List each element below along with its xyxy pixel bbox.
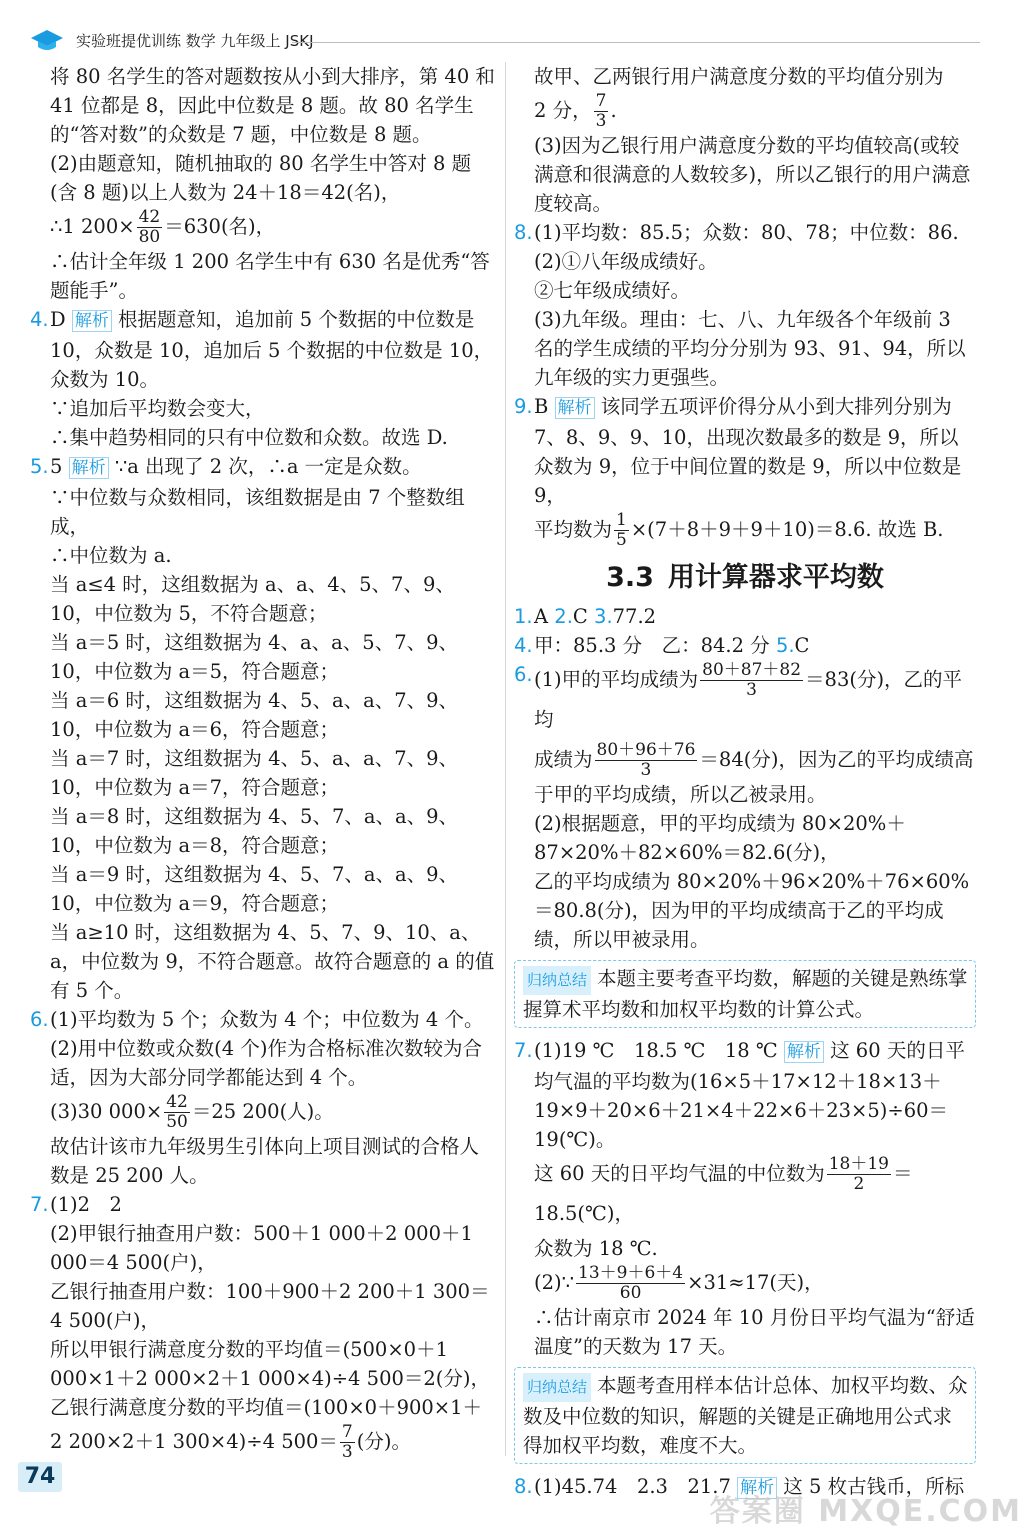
question-4 xyxy=(30,305,498,452)
left-column xyxy=(30,62,498,1466)
case-line: 当 a≤4 时，这组数据为 a、a、4、5、7、9、10，中位数为 5，不符合题意； xyxy=(50,573,455,625)
text: 乙银行满意度分数的平均值＝(100×0＋900×1＋ xyxy=(50,1396,483,1419)
case-line: 当 a≥10 时，这组数据为 4、5、7、9、10、a、a，中位数为 9，不符合题意。故符合题意的 a 的值有 5 个。 xyxy=(50,921,495,1002)
numerator: 7 xyxy=(341,1422,353,1442)
text: (2)根据题意，甲的平均成绩为 80×20%＋87×20%＋82×60%＝82.6(分)， xyxy=(534,812,906,864)
question-number: 2. xyxy=(554,605,573,628)
summary-text: 本题主要考查平均数，解题的关键是熟练掌握算术平均数和加权平均数的计算公式。 xyxy=(523,967,968,1021)
answer: B xyxy=(534,395,549,418)
question-number: 8. xyxy=(514,1475,533,1498)
text: 2 200×2＋1 300×4)÷4 500＝ xyxy=(50,1430,338,1453)
question-number: 6. xyxy=(514,663,533,686)
text: 平均数为 xyxy=(534,518,613,541)
text: 乙银行抽查用户数：100＋900＋2 200＋1 300＝4 500(户)， xyxy=(50,1280,490,1332)
formula-line xyxy=(30,207,498,247)
text: ＝84(分)，因为乙的平均成绩高 xyxy=(699,748,974,771)
text: ∵追加后平均数会变大， xyxy=(50,397,265,420)
paragraph: (2)由题意知，随机抽取的 80 名学生中答对 8 题(含 8 题)以上人数为 24＋18＝42(名)， xyxy=(50,152,472,204)
formula-line xyxy=(534,740,976,780)
text: ＝83(分)，乙的平均 xyxy=(534,668,963,731)
header-rule xyxy=(292,42,980,43)
short-answers-1-3 xyxy=(514,602,976,631)
fraction xyxy=(576,1264,685,1303)
denominator: 3 xyxy=(595,111,607,131)
case-line: 当 a＝6 时，这组数据为 4、5、a、a、7、9、10，中位数为 a＝6，符合题意； xyxy=(50,689,459,741)
summary-label: 归纳总结 xyxy=(523,966,591,995)
numerator: 80＋87＋82 xyxy=(702,660,802,680)
question-6 xyxy=(30,1005,498,1190)
text: 这 60 天的日平均气温的平均数为(16×5＋17×12＋18×13＋19×9＋20×6＋21×4＋22×6＋23×5)÷60＝19(℃)。 xyxy=(534,1039,965,1151)
answer: 甲：85.3 分 乙：84.2 分 xyxy=(534,634,770,657)
fraction xyxy=(614,511,629,550)
formula-line xyxy=(514,91,976,131)
text: 乙的平均成绩为 80×20%＋96×20%＋76×60%＝80.8(分)，因为甲的平均成绩高于乙的平均成绩，所以甲被录用。 xyxy=(534,870,970,951)
text: (1)19 ℃ 18.5 ℃ 18 ℃ xyxy=(534,1039,778,1062)
paragraph: (3)因为乙银行用户满意度分数的平均值较高(或较满意和很满意的人数较多)，所以乙银行的用户满意度较高。 xyxy=(534,134,971,215)
text: ∴估计南京市 2024 年 10 月份日平均气温为“舒适温度”的天数为 17 天。 xyxy=(534,1306,975,1358)
question-number: 8. xyxy=(514,221,533,244)
formula-line xyxy=(534,1154,976,1234)
text: (1)平均数：85.5；众数：80、78；中位数：86. xyxy=(534,221,959,244)
page-number: 74 xyxy=(18,1462,62,1492)
text: 2 分， xyxy=(534,99,592,122)
text: (2)用中位数或众数(4 个)作为合格标准次数较为合适，因为大部分同学都能达到 4 个。 xyxy=(50,1037,482,1089)
fraction xyxy=(700,661,803,700)
text: ∴集中趋势相同的只有中位数和众数。故选 D. xyxy=(50,426,448,449)
text: ×31≈17(天)， xyxy=(687,1271,824,1294)
text: ∵中位数与众数相同，该组数据是由 7 个整数组成， xyxy=(50,486,465,538)
text: ∵a 出现了 2 次，∴a 一定是众数。 xyxy=(114,455,422,478)
question-number: 1. xyxy=(514,605,533,628)
formula-line xyxy=(534,1263,976,1303)
text: (3)30 000× xyxy=(50,1100,163,1123)
text: (3)九年级。理由：七、八、九年级各个年级前 3 名的学生成绩的平均分分别为 93、91、94，所以九年级的实力更强些。 xyxy=(534,308,966,389)
case-line: 当 a＝8 时，这组数据为 4、5、7、a、a、9、10，中位数为 a＝8，符合题意； xyxy=(50,805,459,857)
question-number: 5. xyxy=(775,634,795,657)
fraction xyxy=(340,1423,355,1462)
denominator: 5 xyxy=(616,530,627,550)
question-6-right xyxy=(514,660,976,954)
denominator: 3 xyxy=(341,1442,353,1462)
text: 该同学五项评价得分从小到大排列分别为 7、8、9、9、10，出现次数最多的数是 9，所以众数为 9，位于中间位置的数是 9，所以中位数是 9， xyxy=(534,395,962,507)
formula-line xyxy=(50,1092,498,1132)
question-number: 7. xyxy=(514,1039,533,1062)
analysis-tag: 解析 xyxy=(555,397,595,419)
answer: A xyxy=(534,605,549,628)
text: 这 60 天的日平均气温的中位数为 xyxy=(534,1162,825,1185)
analysis-tag: 解析 xyxy=(69,457,109,479)
watermark: 答案圈 MXQE.COM xyxy=(709,1494,1022,1529)
analysis-tag: 解析 xyxy=(784,1041,824,1063)
text: (1)甲的平均成绩为 xyxy=(534,668,699,691)
case-line: 当 a＝9 时，这组数据为 4、5、7、a、a、9、10，中位数为 a＝9，符合题意； xyxy=(50,863,459,915)
section-number: 3.3 xyxy=(606,562,654,593)
question-number: 4. xyxy=(30,308,49,331)
text: (2)∵ xyxy=(534,1271,575,1294)
formula-line xyxy=(534,660,976,740)
denominator: 3 xyxy=(746,680,757,700)
analysis-tag: 解析 xyxy=(72,310,112,332)
header-title: 实验班提优训练 数学 九年级上 JSKJ xyxy=(76,32,314,50)
paragraph: 故甲、乙两银行用户满意度分数的平均值分别为 xyxy=(534,65,944,88)
denominator: 80 xyxy=(138,227,161,247)
question-7 xyxy=(30,1190,498,1462)
fraction xyxy=(594,92,609,131)
graduation-cap-icon xyxy=(30,28,64,54)
text: 众数为 18 ℃. xyxy=(534,1237,658,1260)
summary-box xyxy=(514,1367,976,1464)
text: 所以甲银行满意度分数的平均值＝(500×0＋1 000×1＋2 000×2＋1 000×4)÷4 500＝2(分)， xyxy=(50,1338,490,1390)
answer: 5 xyxy=(50,455,63,478)
numerator: 1 xyxy=(616,510,627,530)
summary-box xyxy=(514,960,976,1028)
numerator: 13＋9＋6＋4 xyxy=(578,1263,684,1283)
text: ＝18.5(℃)， xyxy=(534,1162,913,1225)
section-heading: 用计算器求平均数 xyxy=(667,562,884,593)
text: 成绩为 xyxy=(534,748,593,771)
denominator: 3 xyxy=(640,760,652,780)
text: 根据题意知，追加前 5 个数据的中位数是 10，众数是 10，追加后 5 个数据的中位数是 10，众数为 10。 xyxy=(50,308,494,391)
text: ②七年级成绩好。 xyxy=(534,279,691,302)
answer: C xyxy=(794,634,810,657)
answer: 77.2 xyxy=(612,605,657,628)
case-line: 当 a＝7 时，这组数据为 4、5、a、a、7、9、10，中位数为 a＝7，符合题意； xyxy=(50,747,459,799)
numerator: 18＋19 xyxy=(828,1154,889,1174)
question-number: 7. xyxy=(30,1193,49,1216)
text: 故估计该市九年级男生引体向上项目测试的合格人数是 25 200 人。 xyxy=(50,1135,480,1187)
denominator: 50 xyxy=(166,1112,188,1132)
denominator: 60 xyxy=(619,1283,642,1303)
question-number: 5. xyxy=(30,455,49,478)
text: . xyxy=(610,99,617,122)
summary-text: 本题考查用样本估计总体、加权平均数、众数及中位数的知识，解题的关键是正确地用公式求得加权平均数，难度不大。 xyxy=(523,1374,968,1457)
summary-label: 归纳总结 xyxy=(523,1373,591,1402)
short-answers-4-5 xyxy=(514,631,976,660)
answer: C xyxy=(572,605,588,628)
text: (1)45.74 2.3 21.7 xyxy=(534,1475,731,1498)
fraction xyxy=(164,1093,190,1132)
right-column xyxy=(514,62,976,1498)
text: ∴中位数为 a. xyxy=(50,544,172,567)
page-header xyxy=(30,28,980,54)
column-divider xyxy=(505,62,506,1456)
analysis-tag: 解析 xyxy=(737,1477,777,1499)
numerator: 80＋96＋76 xyxy=(596,740,696,760)
question-9 xyxy=(514,392,976,550)
text: (2)甲银行抽查用户数：500＋1 000＋2 000＋1 000＝4 500(户)， xyxy=(50,1222,473,1274)
text: 于甲的平均成绩，所以乙被录用。 xyxy=(534,783,827,806)
paragraph: 将 80 名学生的答对题数按从小到大排序，第 40 和 41 位都是 8，因此中位数是 8 题。故 80 名学生的“答对数”的众数是 7 题，中位数是 8 题。 xyxy=(50,65,495,146)
fraction xyxy=(595,741,698,780)
text: (1)2 2 xyxy=(50,1193,122,1216)
numerator: 7 xyxy=(595,91,607,111)
text: ＝25 200(人)。 xyxy=(191,1100,334,1123)
denominator: 2 xyxy=(853,1174,865,1194)
question-number: 6. xyxy=(30,1008,49,1031)
section-title xyxy=(514,556,976,600)
formula-line xyxy=(50,1422,498,1462)
text: (2)①八年级成绩好。 xyxy=(534,250,718,273)
text: ＝630(名)， xyxy=(164,215,276,238)
case-line: 当 a＝5 时，这组数据为 4、a、a、5、7、9、10，中位数为 a＝5，符合题意； xyxy=(50,631,459,683)
paragraph: ∴估计全年级 1 200 名学生中有 630 名是优秀“答题能手”。 xyxy=(50,250,490,302)
question-7-right xyxy=(514,1036,976,1361)
question-8 xyxy=(514,218,976,392)
numerator: 42 xyxy=(138,207,161,227)
text: ∴1 200× xyxy=(50,215,135,238)
text: (1)平均数为 5 个；众数为 4 个；中位数为 4 个。 xyxy=(50,1008,484,1031)
answer: D xyxy=(50,308,66,331)
question-number: 3. xyxy=(594,605,613,628)
fraction xyxy=(137,208,163,247)
question-number: 4. xyxy=(514,634,533,657)
fraction xyxy=(827,1155,891,1194)
formula-line xyxy=(534,510,976,550)
question-number: 9. xyxy=(514,395,533,418)
text: 这 5 枚古钱币，所标 xyxy=(783,1475,965,1498)
text: (分)。 xyxy=(356,1430,411,1453)
numerator: 42 xyxy=(166,1092,188,1112)
text: ×(7＋8＋9＋9＋10)＝8.6. 故选 B. xyxy=(630,518,944,541)
question-5 xyxy=(30,452,498,1005)
